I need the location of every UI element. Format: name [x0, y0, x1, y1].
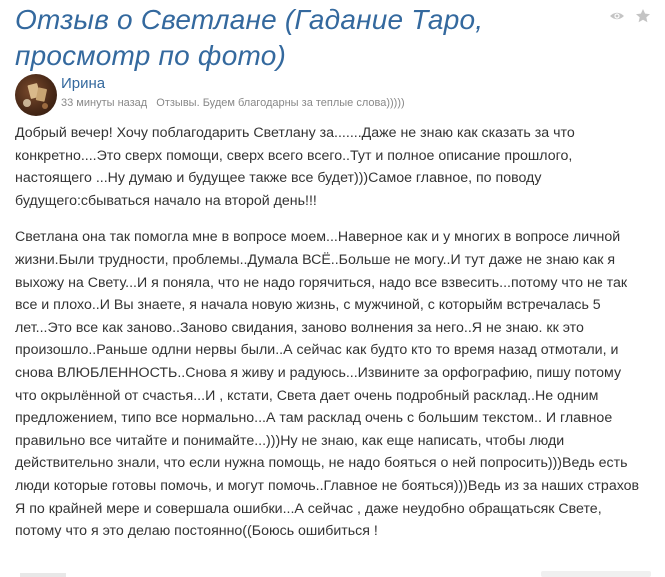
- avatar[interactable]: [15, 74, 57, 116]
- eye-icon[interactable]: [609, 8, 625, 24]
- post-paragraph: Добрый вечер! Хочу поблагодарить Светлану за.......Даже не знаю как сказать за что конкретно....Это сверх помощи, сверх всего всего..Тут и полное описание прошлого, настоящего ...Ну думаю и будущее также все будет)))Самое главное, по поводу будущего:сбываться начало на второй день!!!: [15, 125, 575, 209]
- post-time: 33 минуты назад: [61, 97, 148, 109]
- post-paragraph: Светлана она так помогла мне в вопросе моем...Наверное как и у многих в вопросе личной жизни.Были трудности, проблемы..Думала ВСЁ..Больше не могу..И тут даже не знаю как я выхожу на Свету...И я поняла, что не надо горячиться, надо все взвесить...потому что не так все и плохо..И Вы знаете, я начала новую жизнь, с мужчиной, с которыйм встречалась 5 лет...Это все как заново..Заново свидания, заново волнения за него..Я не знаю. кк это произошло..Раньше одлни нервы были..А сейчас как будто кто то время назад отмотали, и снова ВЛЮБЛЕННОСТЬ..Снова я живу и радуюсь...Извините за орфографию, пишу потому что окрылённой от счастья...И , кстати, Света дает очень подробный расклад..Не одним предложением, типо все нормально...А там расклад очень с большим текстом.. И главное правильно все читайте и понимайте...)))Ну не знаю, как еще написать, чтобы люди действительно знали, что если нужна помощь, не надо бояться о ней попросить)))Ведь есть люди которые готовы помочь, и могут помочь..Главное не бояться)))Ведь из за наших страхов Я по крайней мере и совершала ошибки...А сейчас , даже неудобно обращатьсяк Свете, потому что я это делаю постоянно((Боюсь ошибиться !: [15, 229, 640, 540]
- divider: [20, 573, 66, 577]
- category-link[interactable]: Отзывы. Будем благодарны за теплые слова))))): [156, 97, 405, 109]
- post-body: [15, 122, 645, 557]
- post-meta: [15, 74, 655, 118]
- title-icons: [609, 8, 651, 24]
- divider: [541, 571, 651, 577]
- post-title: Отзыв о Светлане (Гадание Таро, просмотр по фото): [15, 4, 484, 71]
- star-icon[interactable]: [635, 8, 651, 24]
- author-link[interactable]: Ирина: [61, 75, 106, 92]
- post-submeta: [61, 96, 405, 110]
